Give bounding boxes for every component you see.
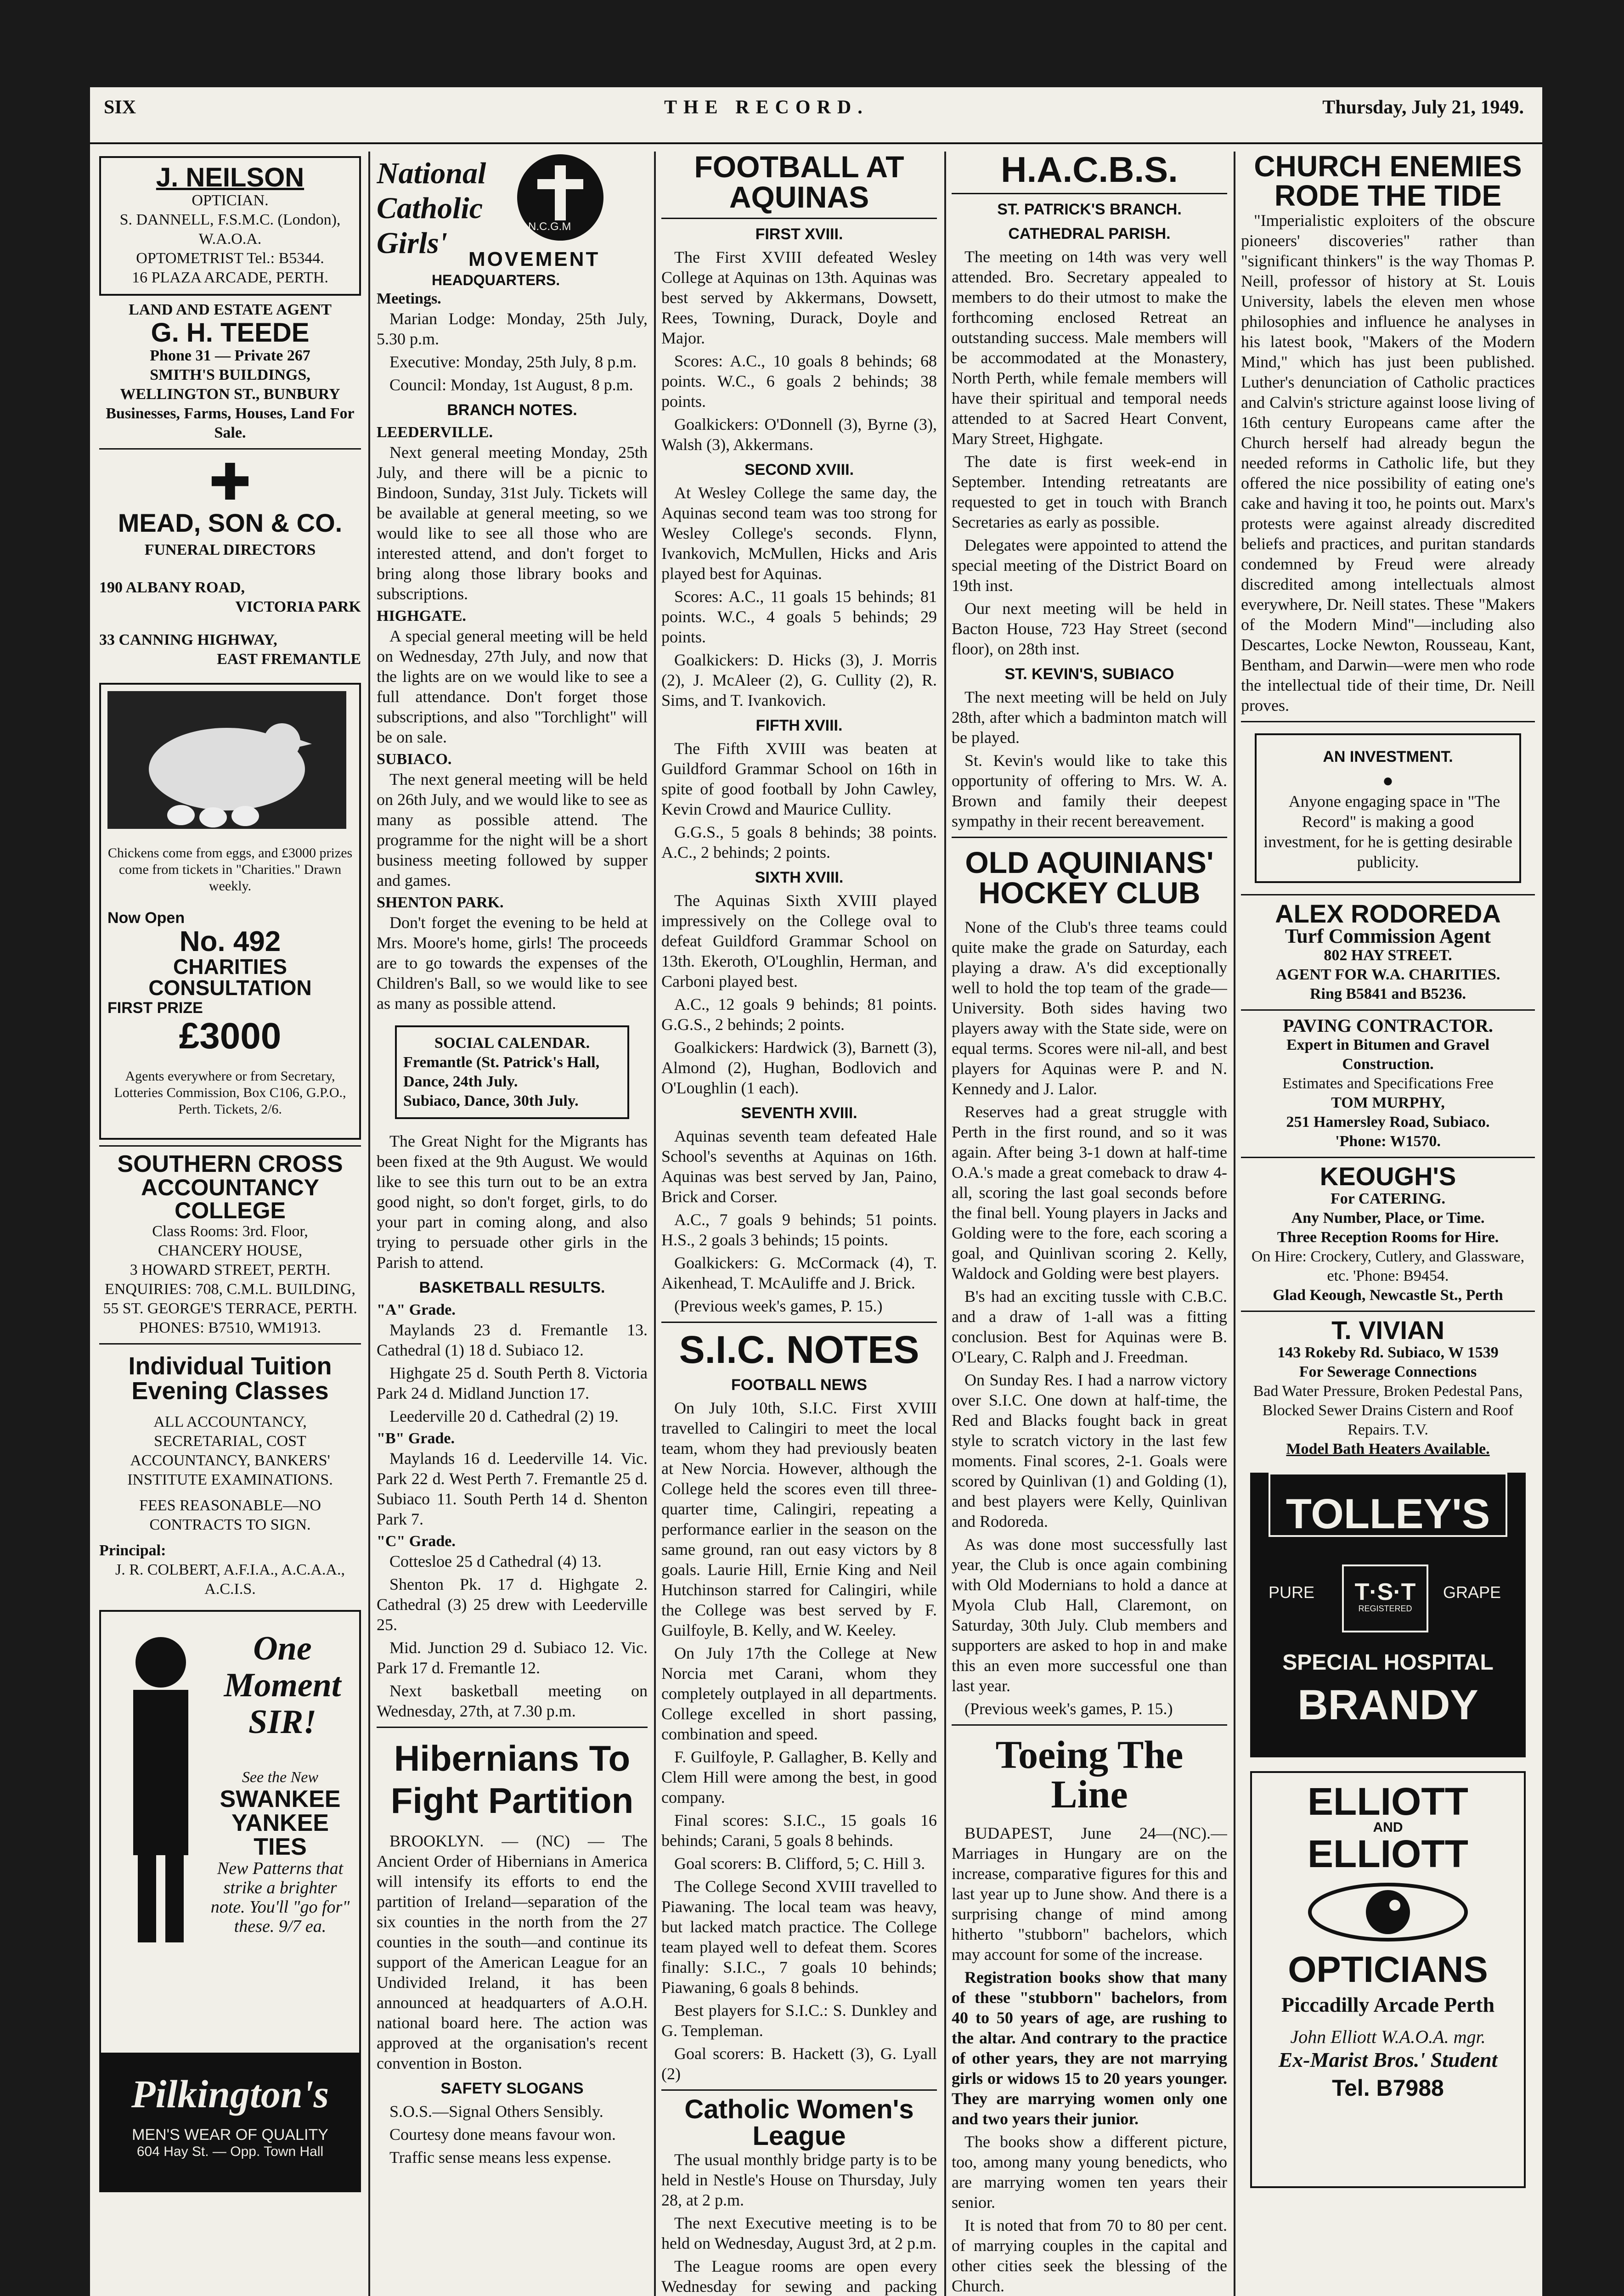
column-4: H.A.C.B.S. ST. PATRICK'S BRANCH. CATHEDRAL PARISH. The meeting on 14th was very well attended. Bro. Secretary appealed to members to do their utmost to make the forthcoming enclosed Retreat an outstanding success. Male members will be accommodated at the Monastery, North Perth, while female members will have their spiritual and temporal needs attended to at Sacred Heart Convent, Mary Street, Highgate. The date is first week-end in September. Intending retreatants are requested to get in touch with Branch Secretaries as early as possible. Delegates were appointed to attend the special meeting of the District Board on 19th inst. Our next meeting will be held in Bacton House, 723 Hay Street (second floor), on 28th inst. ST. KEVIN'S, SUBIACO The next meeting will be held on July 28th, after which a badminton match will be played. St. Kevin's would like to take this opportunity of offering to Mrs. W. A. Brown and family their deepest sympathy in their recent bereavement. OLD AQUINIANS' HOCKEY CLUB None of the Club's three teams could quite make the grade on Saturday, each playing a draw. A's did exceptionally well to hold the top team of the grade—University. Both sides having two players away with the State side, were on equal terms. Scores were nil-all, and best players for Aquinas were P. and N. Kennedy and J. Lalor. Reserves had a great struggle with Perth in the first round, and so it was again. After being 3-1 down at half-time O.A.'s made a great comeback to draw 4-all, scoring the last goal seconds before the final bell. Young players in Jacks and Golding were to the fore, each scoring a goal, and Quinlivan scoring 2. Kelly, Waldock and Golding were best players. B's had an exciting tussle with C.B.C. and a draw of 1-all was a fitting conclusion. Best for Aquinas were B. O'Leary, C. Ralph and J. Freedman. On Sunday Res. I had a narrow victory over S.I.C. One down at half-time, the Red and Blacks fought back in great style to scratch victory in the last few moments. Final scores, 2-1. Goals were scored by Quinlivan (1) and Golding (1), and best players were Kelly, Quinlivan and Rodoreda. As was done most successfully last year, the Club is once again combining with Old Modernians to hold a dance at Myola Club Hall, Claremont, on Saturday, 30th July. Club members and supporters are asked to hop in and make this an even more successful one than last year. (Previous week's games, P. 15.) Toeing The Line BUDAPEST, June 24—(NC).—Marriages in Hungary are on the increase, comparative figures for this and last year up to June show. And there is a surprising change of mind among hitherto "stubborn" bachelors, which may account for some of the increase. Registration books show that many of these "stubborn" bachelors, from 40 to 50 years of age, are rushing to the altar. And contrary to the practice of other years, they are not marrying girls or widows 15 to 20 years younger. They are marrying women only one and two years their junior. The books show a different picture, too, among many young benedicts, who are marrying women ten years their senior. It is noted that from 70 to 80 per cent. of marrying couples in the capital and other cities seek the blessing of the Church. xyxy=(952,152,1227,2295)
football-report xyxy=(661,225,937,1316)
basketball-result-line: Mid. Junction 29 d. Subiaco 12. Vic. Park 17 d. Fremantle 12. xyxy=(377,1638,648,1677)
football-headline: FOOTBALL AT AQUINAS xyxy=(694,152,904,214)
football-paragraph: The Fifth XVIII was beaten at Guildford Grammar School on 16th in spite of good football by John Cawley, Kevin Crowd and Maurice Cullity. xyxy=(661,739,937,818)
mead-ad: ✚ MEAD, SON & CO. FUNERAL DIRECTORS 190 ALBANY ROAD, VICTORIA PARK 33 CANNING HIGHWAY, EAST FREMANTLE xyxy=(99,455,361,668)
charities-ad: Chickens come from eggs, and £3000 prizes come from tickets in "Charities." Drawn weekly. Now Open No. 492 CHARITIES CONSULTATION FIRST PRIZE £3000 Agents everywhere or from Secretary, Lotteries Commission, Box C106, G.P.O., Perth. Tickets, 2/6. xyxy=(99,683,361,1140)
sic-paragraph: Final scores: S.I.C., 15 goals 16 behinds; Carani, 5 goals 8 behinds. xyxy=(661,1811,937,1850)
basketball-result-line: Cottesloe 25 d Cathedral (4) 13. xyxy=(389,1552,602,1570)
football-paragraph: At Wesley College the same day, the Aquinas second team was too strong for Wesley College's seconds. Flynn, Ivankovich, McMullen, Hicks and Aris played best for Aquinas. xyxy=(661,484,937,583)
basketball-result-line: "B" Grade. xyxy=(377,1430,455,1447)
social-calendar-box: SOCIAL CALENDAR. Fremantle (St. Patrick's Hall, Dance, 24th July. Subiaco, Dance, 30th July. xyxy=(395,1025,629,1119)
football-section-heading: FIRST XVIII. xyxy=(755,225,843,243)
basketball-result-line: Highgate 25 d. South Perth 8. Victoria Park 24 d. Midland Junction 17. xyxy=(377,1364,648,1402)
football-paragraph: Scores: A.C., 10 goals 8 behinds; 68 points. W.C., 6 goals 2 behinds; 38 points. xyxy=(661,352,937,411)
football-section-heading: SECOND XVIII. xyxy=(744,461,854,478)
basketball-result-line: "A" Grade. xyxy=(377,1301,456,1318)
sic-paragraph: Best players for S.I.C.: S. Dunkley and G. Templeman. xyxy=(661,2001,937,2040)
sic-paragraph: On July 10th, S.I.C. First XVIII travelled to Calingiri to meet the local team, whom they had previously beaten at New Norcia. However, although the College held the scores even till three-quarter time, Calingiri, repeating a performance earlier in the season on the same ground, ran out easy victors by 8 goals. Laurie Hill, Ernie King and Neil Hutchinson starred for Calingiri, while the College was best served by F. Guilfoyle, B. Kelly, and W. Keeley. xyxy=(661,1399,937,1639)
column-5: CHURCH ENEMIES RODE THE TIDE "Imperialistic exploiters of the obscure pioneers' discoveries" rather than "significant thinkers" is the way Thomas P. Neill, professor of history at St. Louis University, labels the eleven men whose philosophies and influence he analyses in his latest book, "Makers of the Modern Mind," which has just been published. Luther's denunciation of Catholic practices and Calvin's stricture against loose living of 16th century Europeans came after the Church herself had already begun the needed reforms in Catholic life, but they offered the nice possibility of eating one's cake and having it too, he points out. Marx's protests were against already discredited beliefs and practices, and puritan standards condemned by Freud were already discredited among intellectuals almost everywhere, Dr. Neill states. These "Makers of the Modern Mind"—including also Descartes, Locke Newton, Rousseau, Kant, Bentham, and Darwin—were men who rode the intellectual tide of their time, Dr. Neill proves. AN INVESTMENT. ● Anyone engaging space in "The Record" is making a good investment, for he is getting desirable publicity. ALEX RODOREDA Turf Commission Agent 802 HAY STREET. AGENT FOR W.A. CHARITIES. Ring B5841 and B5236. PAVING CONTRACTOR. Expert in Bitumen and Gravel Construction. Estimates and Specifications Free TOM MURPHY, 251 Hamersley Road, Subiaco. 'Phone: W1570. KEOUGH'S For CATERING. Any Number, Place, or Time. Three Reception Rooms for Hire. On Hire: Crockery, Cutlery, and Glassware, etc. 'Phone: B9454. Glad Keough, Newcastle St., Perth T. VIVIAN 143 Rokeby Rd. Subiaco, W 1539 For Sewerage Connections Bad Water Pressure, Broken Pedestal Pans, Blocked Sewer Drains Cistern and Roof Repairs. T.V. Model Bath Heaters Available. TOLLEY'S PURE T·S·T REGISTERED GRAPE SPECIAL HOSPITAL BRANDY ELLIOTT AND ELLIOTT OPTICIANS Piccadilly Arcade Perth John Elliott W.A.O.A. mgr. Ex-Marist Bros.' Student Tel. B7988 xyxy=(1241,152,1535,2296)
football-paragraph: Goalkickers: Hardwick (3), Barnett (3), Almond (2), Hughan, Bodlovich and O'Loughlin (1 each). xyxy=(661,1038,937,1097)
investment-box: AN INVESTMENT. ● Anyone engaging space in "The Record" is making a good investment, for he is getting desirable publicity. xyxy=(1255,733,1521,883)
toeing-headline: Toeing The Line xyxy=(995,1733,1184,1816)
football-section-heading: SEVENTH XVIII. xyxy=(741,1104,857,1122)
column-3: FOOTBALL AT AQUINAS FIRST XVIII. The First XVIII defeated Wesley College at Aquinas on 13th. Aquinas was best served by Akkermans, Dowsett, Rees, Towning, Durack, Doyle and Major. Scores: A.C., 10 goals 8 behinds; 68 points. W.C., 6 goals 2 behinds; 38 points. Goalkickers: O'Donnell (3), Byrne (3), Walsh (3), Akkermans. SECOND XVIII. At Wesley College the same day, the Aquinas second team was too strong for Wesley College's seconds. Flynn, Ivankovich, McMullen, Hicks and Aris played best for Aquinas. Scores: A.C., 11 goals 15 behinds; 81 points. W.C., 4 goals 5 behinds; 29 points. Goalkickers: D. Hicks (3), J. Morris (2), J. McAleer (2), G. Cullity (2), R. Sims, and T. Ivankovich. FIFTH XVIII. The Fifth XVIII was beaten at Guildford Grammar School on 16th in spite of good football by John Cawley, Kevin Crowd and Maurice Cullity. G.G.S., 5 goals 8 behinds; 38 points. A.C., 2 behinds; 2 points. SIXTH XVIII. The Aquinas Sixth XVIII played impressively on the College oval to defeat Guildford Grammar School on 13th. Ekeroth, O'Loughlin, Herman, and Carboni played best. A.C., 12 goals 9 behinds; 81 points. G.G.S., 2 behinds; 2 points. Goalkickers: Hardwick (3), Barnett (3), Almond (2), Hughan, Bodlovich and O'Loughlin (1 each). SEVENTH XVIII. Aquinas seventh team defeated Hale School's sevenths at Aquinas on 16th. Aquinas was best served by Jan, Paino, Brick and Corser. A.C., 7 goals 9 behinds; 51 points. H.S., 2 goals 3 behinds; 15 points. Goalkickers: G. McCormack (4), T. Aikenhead, T. McAuliffe and J. Brick. (Previous week's games, P. 15.) S.I.C. NOTES FOOTBALL NEWS On July 10th, S.I.C. First XVIII travelled to Calingiri to meet the local team, whom they had previously beaten at New Norcia. However, although the College held the scores even till three-quarter time, Calingiri, repeating a performance earlier in the season on the same ground, ran out easy victors by 8 goals. Laurie Hill, Ernie King and Neil Hutchinson starred for Calingiri, while the College was best served by F. Guilfoyle, B. Kelly, and W. Keeley. On July 17th the College at New Norcia met Carani, whom they completely outplayed in all departments. College excelled in short passing, combination and speed. F. Guilfoyle, P. Gallagher, B. Kelly and Clem Hill were among the best, in good company. Final scores: S.I.C., 15 goals 16 behinds; Carani, 5 goals 8 behinds. Goal scorers: B. Clifford, 5; C. Hill 3. The College Second XVIII travelled to Piawaning. The local team was heavy, but lacked match practice. The College team played well to defeat them. Scores finally: S.I.C., 7 goals 10 behinds; Piawaning, 6 goals 8 behinds. Best players for S.I.C.: S. Dunkley and G. Templeman. Goal scorers: B. Hackett (3), G. Lyall (2) Catholic Women's League The usual monthly bridge party is to be held in Nestle's House on Thursday, July 28, at 2 p.m. The next Executive meeting is to be held on Wednesday, August 3rd, at 2 p.m. The League rooms are open every Wednesday for sewing and packing xyxy=(661,152,937,2296)
hockey-paragraph: B's had an exciting tussle with C.B.C. and a draw of 1-all was a fitting conclusion. Best for Aquinas were B. O'Leary, C. Ralph and J. Freedman. xyxy=(952,1287,1227,1366)
page-header xyxy=(90,87,1542,144)
sic-notes-body xyxy=(661,1398,937,2084)
column-1 xyxy=(99,152,361,2296)
football-section-heading: FIFTH XVIII. xyxy=(756,717,843,734)
sic-paragraph: Goal scorers: B. Clifford, 5; C. Hill 3. xyxy=(674,1854,925,1873)
masthead-title: THE RECORD. xyxy=(664,97,869,118)
hockey-paragraph: None of the Club's three teams could quite make the grade on Saturday, each playing a draw. A's did exceptionally well to hold the top team of the grade—University. Both sides having two players away with the State side, were on equal terms. Scores were nil-all, and best players for Aquinas were P. and N. Kennedy and J. Lalor. xyxy=(952,918,1227,1098)
basketball-result-line: Maylands 16 d. Leederville 14. Vic. Park 22 d. West Perth 7. Fremantle 25 d. Subiaco 11. South Perth 14 d. Shenton Park 7. xyxy=(377,1449,648,1528)
tolleys-brandy-ad: TOLLEY'S PURE T·S·T REGISTERED GRAPE SPECIAL HOSPITAL BRANDY xyxy=(1250,1473,1526,1757)
sic-paragraph: Goal scorers: B. Hackett (3), G. Lyall (2) xyxy=(661,2044,937,2083)
hockey-paragraph: As was done most successfully last year, the Club is once again combining with Old Modernians to hold a dance at Myola Club Hall, Claremont, on Saturday, 30th July. Club members and supporters are asked to hop in and make this an even more successful one than last year. xyxy=(952,1535,1227,1695)
teede-ad: LAND AND ESTATE AGENT G. H. TEEDE Phone 31 — Private 267 SMITH'S BUILDINGS, WELLINGTON ST., BUNBURY Businesses, Farms, Houses, Land For Sale. xyxy=(106,301,355,441)
sic-paragraph: The College Second XVIII travelled to Piawaning. The local team was heavy, but lacked match practice. The College team played well to defeat them. Scores finally: S.I.C., 7 goals 10 behinds; Piawaning, 6 goals 8 behinds. xyxy=(661,1877,937,1997)
cwl-headline: Catholic Women's League xyxy=(684,2094,914,2151)
football-section-heading: SIXTH XVIII. xyxy=(755,869,844,886)
sic-paragraph: F. Guilfoyle, P. Gallagher, B. Kelly and Clem Hill were among the best, in good company. xyxy=(661,1748,937,1806)
cross-icon: ✚ xyxy=(209,455,252,511)
basketball-result-line: Leederville 20 d. Cathedral (2) 19. xyxy=(389,1407,619,1425)
hacbs-headline: H.A.C.B.S. xyxy=(1001,152,1178,190)
hockey-report xyxy=(952,917,1227,1719)
basketball-results xyxy=(377,1300,648,1721)
football-paragraph: Scores: A.C., 11 goals 15 behinds; 81 points. W.C., 4 goals 5 behinds; 29 points. xyxy=(661,587,937,646)
football-paragraph: A.C., 12 goals 9 behinds; 81 points. G.G.S., 2 behinds; 2 points. xyxy=(661,995,937,1034)
football-paragraph: (Previous week's games, P. 15.) xyxy=(674,1297,883,1315)
ncg-masthead: National Catholic Girls' N.C.G.M MOVEMENT HEADQUARTERS. xyxy=(377,152,648,289)
football-paragraph: The First XVIII defeated Wesley College at Aquinas on 13th. Aquinas was best served by Akkermans, Dowsett, Rees, Towning, Durack, Doyle and Major. xyxy=(661,248,937,347)
basketball-result-line: Next basketball meeting on Wednesday, 27th, at 7.30 p.m. xyxy=(377,1682,648,1720)
sic-paragraph: On July 17th the College at New Norcia met Carani, whom they completely outplayed in all departments. College excelled in short passing, combination and speed. xyxy=(661,1644,937,1743)
column-2: National Catholic Girls' N.C.G.M MOVEMENT HEADQUARTERS. Meetings. Marian Lodge: Monday, 25th July, 5.30 p.m. Executive: Monday, 25th July, 8 p.m. Council: Monday, 1st August, 8 p.m. BRANCH NOTES. LEEDERVILLE. Next general meeting Monday, 25th July, and there will be a picnic to Bindoon, Sunday, 31st July. Tickets will be available at general meeting, so we would like to see all those who are interested attend, and don't forget to bring along those library books and subscriptions. HIGHGATE. A special general meeting will be held on Wednesday, 27th July, and now that the lights are on we would like to see a full attendance. Don't forget those subscriptions, and also "Torchlight" will be on sale. SUBIACO. The next general meeting will be held on 26th July, and we would like to see as many as possible attend. The programme for the night will be a short business meeting followed by supper and games. SHENTON PARK. Don't forget the evening to be held at Mrs. Moore's home, girls! The proceeds are to go towards the expenses of the Children's Ball, so we would like to see as many as possible attend. SOCIAL CALENDAR. Fremantle (St. Patrick's Hall, Dance, 24th July. Subiaco, Dance, 30th July. The Great Night for the Migrants has been fixed at the 9th August. We would like to see this turn out to be an extra good night, so don't forget, girls, to do your part in coming along, and also trying to persuade other girls in the Parish to attend. BASKETBALL RESULTS. "A" Grade. Maylands 23 d. Fremantle 13. Cathedral (1) 18 d. Subiaco 12. Highgate 25 d. South Perth 8. Victoria Park 24 d. Midland Junction 17. Leederville 20 d. Cathedral (2) 19. "B" Grade. Maylands 16 d. Leederville 14. Vic. Park 22 d. West Perth 7. Fremantle 25 d. Subiaco 11. South Perth 14 d. Shenton Park 7. "C" Grade. Cottesloe 25 d Cathedral (4) 13. Shenton Pk. 17 d. Highgate 2. Cathedral (3) 25 drew with Leederville 25. Mid. Junction 29 d. Subiaco 12. Vic. Park 17 d. Fremantle 12. Next basketball meeting on Wednesday, 27th, at 7.30 p.m. Hibernians To Fight Partition BROOKLYN. — (NC) — The Ancient Order of Hibernians in America will intensify its efforts to end the partition of Ireland—separation of the six counties in the north from the 27 counties in the south—and continue its support of the American League for an Undivided Ireland, it has been announced at headquarters of A.O.H. national board here. The action was approved at the organisation's recent convention in Boston. SAFETY SLOGANS S.O.S.—Signal Others Sensibly. Courtesy done means favour won. Traffic sense means less expense. xyxy=(377,152,648,2296)
football-paragraph: The Aquinas Sixth XVIII played impressively on the College oval to defeat Guildford Grammar School on 13th. Ekeroth, O'Loughlin, Herman, and Carboni played best. xyxy=(661,891,937,990)
pilkingtons-ad: One Moment SIR! See the New SWANKEE YANKEE TIES New Patterns that strike a brighter note. You'll "go for" these. 9/7 ea. Pilkington's MEN'S WEAR OF QUALITY 604 Hay St. — Opp. Town Hall xyxy=(99,1610,361,2192)
football-paragraph: Goalkickers: O'Donnell (3), Byrne (3), Walsh (3), Akkermans. xyxy=(661,415,937,454)
sic-notes-headline: S.I.C. NOTES xyxy=(679,1328,919,1371)
newspaper-page xyxy=(90,87,1542,2296)
basketball-result-line: Maylands 23 d. Fremantle 13. Cathedral (1) 18 d. Subiaco 12. xyxy=(377,1321,648,1359)
hibernians-headline: Hibernians To Fight Partition xyxy=(390,1738,634,1821)
football-paragraph: G.G.S., 5 goals 8 behinds; 38 points. A.C., 2 behinds; 2 points. xyxy=(661,823,937,861)
tuition-ad: Individual Tuition Evening Classes ALL ACCOUNTANCY, SECRETARIAL, COST ACCOUNTANCY, BANKERS' INSTITUTE EXAMINATIONS. FEES REASONABLE—NO CONTRACTS TO SIGN. Principal: J. R. COLBERT, A.F.I.A., A.C.A.A., A.C.I.S. xyxy=(99,1352,345,1598)
gentleman-illustration xyxy=(110,1626,211,1947)
southern-cross-ad: SOUTHERN CROSS ACCOUNTANCY COLLEGE Class Rooms: 3rd. Floor, CHANCERY HOUSE, 3 HOWARD STREET, PERTH. ENQUIRIES: 708, C.M.L. BUILDING, 55 ST. GEORGE'S TERRACE, PERTH. PHONES: B7510, WM1913. xyxy=(103,1151,357,1336)
hen-and-eggs-illustration xyxy=(107,691,346,829)
hockey-headline: OLD AQUINIANS' HOCKEY CLUB xyxy=(965,845,1214,910)
neilson-ad: J. NEILSON OPTICIAN. S. DANNELL, F.S.M.C. (London), W.A.O.A. OPTOMETRIST Tel.: B5344. 16 PLAZA ARCADE, PERTH. xyxy=(99,156,361,296)
tst-emblem: T·S·T REGISTERED xyxy=(1342,1564,1428,1632)
hockey-paragraph: Reserves had a great struggle with Perth in the first round, and so it was again. After being 3-1 down at half-time O.A.'s made a great comeback to draw 4-all, scoring the last goal seconds before the final bell. Young players in Jacks and Golding were to the fore, each scoring a goal, and Quinlivan scoring 2. Kelly, Waldock and Golding were best players. xyxy=(952,1103,1227,1283)
page-number: SIX xyxy=(104,97,136,118)
football-paragraph: Goalkickers: D. Hicks (3), J. Morris (2), J. McAleer (2), G. Cullity (2), R. Sims, and T. Ivankovich. xyxy=(661,651,937,709)
elliott-opticians-ad: ELLIOTT AND ELLIOTT OPTICIANS Piccadilly Arcade Perth John Elliott W.A.O.A. mgr. Ex-Marist Bros.' Student Tel. B7988 xyxy=(1250,1771,1526,2188)
church-enemies-headline: CHURCH ENEMIES RODE THE TIDE xyxy=(1254,152,1522,212)
ties-text: See the New SWANKEE YANKEE TIES New Patterns that strike a brighter note. You'll "go for" these. 9/7 ea. xyxy=(210,1769,350,1936)
issue-date: Thursday, July 21, 1949. xyxy=(1322,97,1524,118)
hockey-paragraph: On Sunday Res. I had a narrow victory over S.I.C. One down at half-time, the Red and Blacks fought back in great style to scratch victory in the last few moments. Final scores, 2-1. Goals were scored by Quinlivan (1) and Golding (1), and best players were Kelly, Quinlivan and Rodoreda. xyxy=(952,1371,1227,1531)
football-paragraph: Aquinas seventh team defeated Hale School's sevenths at Aquinas on 16th. Aquinas was best served by Jan, Paino, Brick and Corser. xyxy=(661,1127,937,1206)
hockey-paragraph: (Previous week's games, P. 15.) xyxy=(964,1699,1173,1718)
pilkingtons-banner: Pilkington's MEN'S WEAR OF QUALITY 604 Hay St. — Opp. Town Hall xyxy=(101,2053,359,2190)
basketball-result-line: Shenton Pk. 17 d. Highgate 2. Cathedral (3) 25 drew with Leederville 25. xyxy=(377,1575,648,1634)
football-paragraph: A.C., 7 goals 9 behinds; 51 points. H.S., 2 goals 3 behinds; 15 points. xyxy=(661,1210,937,1249)
football-paragraph: Goalkickers: G. McCormack (4), T. Aikenhead, T. McAuliffe and J. Brick. xyxy=(661,1254,937,1292)
basketball-result-line: "C" Grade. xyxy=(377,1533,456,1550)
eye-icon xyxy=(1305,1878,1471,1947)
